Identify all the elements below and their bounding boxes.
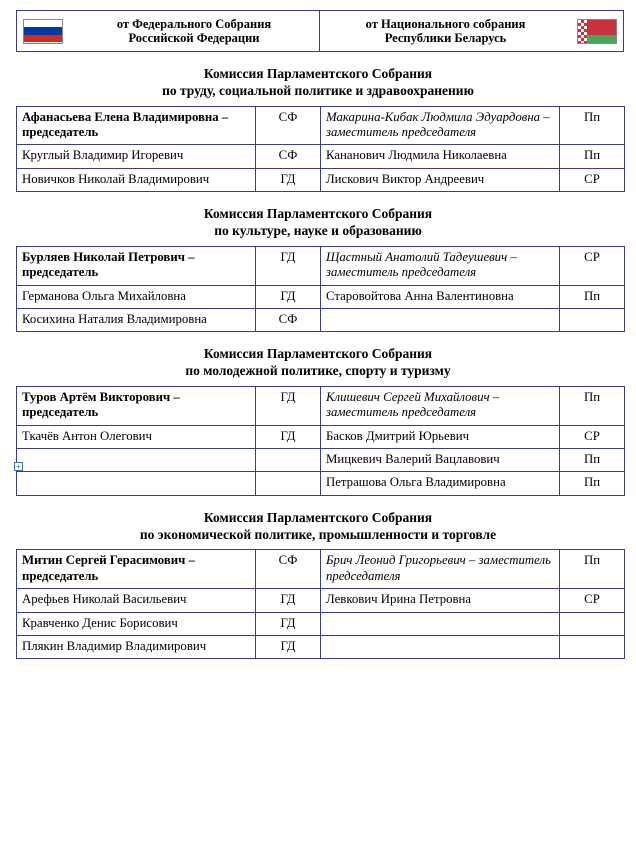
right-member-chamber: СР xyxy=(560,246,625,285)
left-member-chamber: СФ xyxy=(256,145,321,168)
right-member-chamber: СР xyxy=(560,425,625,448)
right-member-name: Брич Леонид Григорьевич – заместитель председателя xyxy=(321,550,560,589)
right-member-chamber: Пп xyxy=(560,106,625,145)
table-row xyxy=(17,285,625,308)
left-member-chamber: СФ xyxy=(256,308,321,331)
left-member-name: Круглый Владимир Игоревич xyxy=(17,145,256,168)
header-russia-line1: от Федерального Собрания xyxy=(116,16,272,31)
table-row xyxy=(17,308,625,331)
table-row xyxy=(17,145,625,168)
right-member-name xyxy=(321,612,560,635)
right-member-chamber: Пп xyxy=(560,145,625,168)
left-member-name: Митин Сергей Герасимович – председатель xyxy=(17,550,256,589)
right-member-name: Клишевич Сергей Михайлович – заместитель председателя xyxy=(321,387,560,426)
left-member-chamber: ГД xyxy=(256,425,321,448)
left-member-name: Ткачёв Антон Олегович xyxy=(17,425,256,448)
right-member-name: Лискович Виктор Андреевич xyxy=(321,168,560,191)
left-member-name xyxy=(17,472,256,495)
right-member-name: Старовойтова Анна Валентиновна xyxy=(321,285,560,308)
table-row xyxy=(17,106,625,145)
table-row xyxy=(17,472,625,495)
left-member-chamber: СФ xyxy=(256,550,321,589)
left-member-name: Германова Ольга Михайловна xyxy=(17,285,256,308)
right-member-name xyxy=(321,635,560,658)
left-member-chamber: ГД xyxy=(256,589,321,612)
table-row xyxy=(17,246,625,285)
right-member-chamber: Пп xyxy=(560,472,625,495)
left-member-name: Плякин Владимир Владимирович xyxy=(17,635,256,658)
right-member-name: Кананович Людмила Николаевна xyxy=(321,145,560,168)
left-member-chamber: СФ xyxy=(256,106,321,145)
right-member-chamber: Пп xyxy=(560,550,625,589)
section-title-line2: по культуре, науке и образованию xyxy=(214,223,422,238)
right-member-name: Петрашова Ольга Владимировна xyxy=(321,472,560,495)
left-member-name: Туров Артём Викторович – председатель xyxy=(17,387,256,426)
section-title-line2: по экономической политике, промышленности и торговле xyxy=(139,526,497,542)
left-member-chamber: ГД xyxy=(256,612,321,635)
header-russia-line2: Российской Федерации xyxy=(128,31,260,45)
header-cell-belarus xyxy=(320,11,623,51)
left-member-name: Бурляев Николай Петрович – председатель xyxy=(17,246,256,285)
right-member-name: Левкович Ирина Петровна xyxy=(321,589,560,612)
right-member-name: Мицкевич Валерий Вацлавович xyxy=(321,449,560,472)
right-member-chamber: Пп xyxy=(560,285,625,308)
left-member-chamber: ГД xyxy=(256,387,321,426)
section-title-line1: Комиссия Парламентского Собрания xyxy=(203,509,433,525)
left-member-name: Кравченко Денис Борисович xyxy=(17,612,256,635)
left-member-chamber: ГД xyxy=(256,168,321,191)
right-member-chamber xyxy=(560,308,625,331)
table-row xyxy=(17,449,625,472)
left-member-name: Косихина Наталия Владимировна xyxy=(17,308,256,331)
right-member-chamber: Пп xyxy=(560,387,625,426)
section-title xyxy=(14,510,622,544)
table-row xyxy=(17,550,625,589)
right-member-name: Басков Дмитрий Юрьевич xyxy=(321,425,560,448)
right-member-chamber: СР xyxy=(560,589,625,612)
left-member-name: Арефьев Николай Васильевич xyxy=(17,589,256,612)
right-member-chamber xyxy=(560,612,625,635)
members-table xyxy=(16,386,625,496)
left-member-name: Новичков Николай Владимирович xyxy=(17,168,256,191)
table-row xyxy=(17,612,625,635)
right-member-name: Щастный Анатолий Тадеушевич – заместитель председателя xyxy=(321,246,560,285)
header-belarus-line1: от Национального собрания xyxy=(365,16,526,31)
section-title xyxy=(14,206,622,240)
members-table xyxy=(16,246,625,332)
right-member-chamber xyxy=(560,635,625,658)
left-member-name xyxy=(17,449,256,472)
section-title-line1: Комиссия Парламентского Собрания xyxy=(203,66,433,81)
section-title-line1: Комиссия Парламентского Собрания xyxy=(203,346,433,362)
section-title xyxy=(14,66,622,100)
right-member-chamber: Пп xyxy=(560,449,625,472)
section-title-line2: по молодежной политике, спорту и туризму xyxy=(185,363,451,379)
belarus-flag-icon xyxy=(577,19,617,44)
table-row xyxy=(17,387,625,426)
section-title-line2: по труду, социальной политике и здравоохранению xyxy=(162,82,474,98)
right-member-name: Макарина-Кибак Людмила Эдуардовна – заместитель председателя xyxy=(321,106,560,145)
members-table xyxy=(16,106,625,192)
left-member-chamber: ГД xyxy=(256,246,321,285)
header-belarus-line2: Республики Беларусь xyxy=(384,31,507,45)
left-member-chamber xyxy=(256,449,321,472)
table-row xyxy=(17,168,625,191)
right-member-name xyxy=(321,308,560,331)
table-row xyxy=(17,635,625,658)
table-row xyxy=(17,425,625,448)
left-member-chamber: ГД xyxy=(256,635,321,658)
section-title xyxy=(14,346,622,380)
members-table xyxy=(16,549,625,659)
section-title-line1: Комиссия Парламентского Собрания xyxy=(203,206,433,222)
left-member-chamber: ГД xyxy=(256,285,321,308)
right-member-chamber: СР xyxy=(560,168,625,191)
document-header xyxy=(16,10,624,52)
expand-marker-icon[interactable]: + xyxy=(14,462,23,471)
header-text-belarus xyxy=(320,17,571,46)
left-member-name: Афанасьева Елена Владимировна – председатель xyxy=(17,106,256,145)
header-text-russia xyxy=(69,17,319,46)
russia-flag-icon xyxy=(23,19,63,44)
table-row xyxy=(17,589,625,612)
left-member-chamber xyxy=(256,472,321,495)
header-cell-russia xyxy=(17,11,320,51)
commissions-list xyxy=(14,66,622,659)
